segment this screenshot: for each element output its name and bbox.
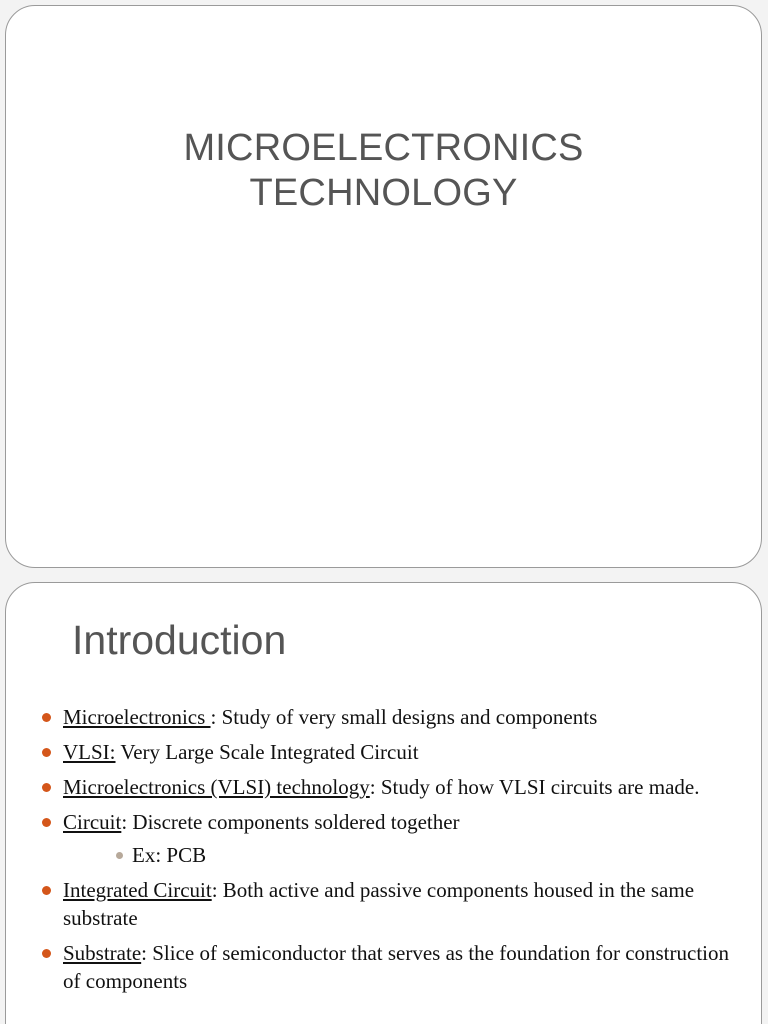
bullet-item: [40, 703, 730, 731]
bullet-term: Microelectronics: [63, 705, 211, 729]
bullet-term: Integrated Circuit: [63, 878, 212, 902]
bullet-text: : Both active and passive components housed in the same substrate: [63, 878, 695, 930]
slide-title-text: [6, 126, 761, 216]
bullet-item: [40, 876, 730, 932]
bullet-list: [40, 703, 730, 1002]
bullet-item: [40, 773, 730, 801]
bullet-item: [40, 808, 730, 836]
title-line-2: TECHNOLOGY: [249, 172, 518, 214]
bullet-dot-icon: [42, 783, 51, 792]
bullet-dot-icon: [42, 713, 51, 722]
bullet-text: : Study of very small designs and components: [210, 705, 598, 729]
sub-bullet-dot-icon: [116, 852, 123, 859]
bullet-dot-icon: [42, 886, 51, 895]
sub-bullet-item: [40, 841, 730, 869]
bullet-text: : Discrete components soldered together: [121, 810, 460, 834]
bullet-term: Circuit: [63, 810, 122, 834]
bullet-term: Microelectronics (VLSI) technology: [63, 775, 370, 799]
bullet-dot-icon: [42, 748, 51, 757]
slide-introduction: [5, 582, 762, 1024]
bullet-term: VLSI:: [63, 740, 116, 764]
bullet-dot-icon: [42, 949, 51, 958]
bullet-text: : Slice of semiconductor that serves as the foundation for construction of components: [63, 941, 730, 993]
title-line-1: MICROELECTRONICS: [183, 127, 584, 169]
bullet-item: [40, 738, 730, 766]
slide-title: [5, 5, 762, 568]
bullet-text: Very Large Scale Integrated Circuit: [115, 740, 419, 764]
bullet-term: Substrate: [63, 941, 142, 965]
slide-heading: Introduction: [72, 617, 287, 663]
bullet-item: [40, 939, 730, 995]
sub-bullet-text: Ex: PCB: [132, 843, 207, 867]
bullet-dot-icon: [42, 818, 51, 827]
bullet-text: : Study of how VLSI circuits are made.: [369, 775, 700, 799]
